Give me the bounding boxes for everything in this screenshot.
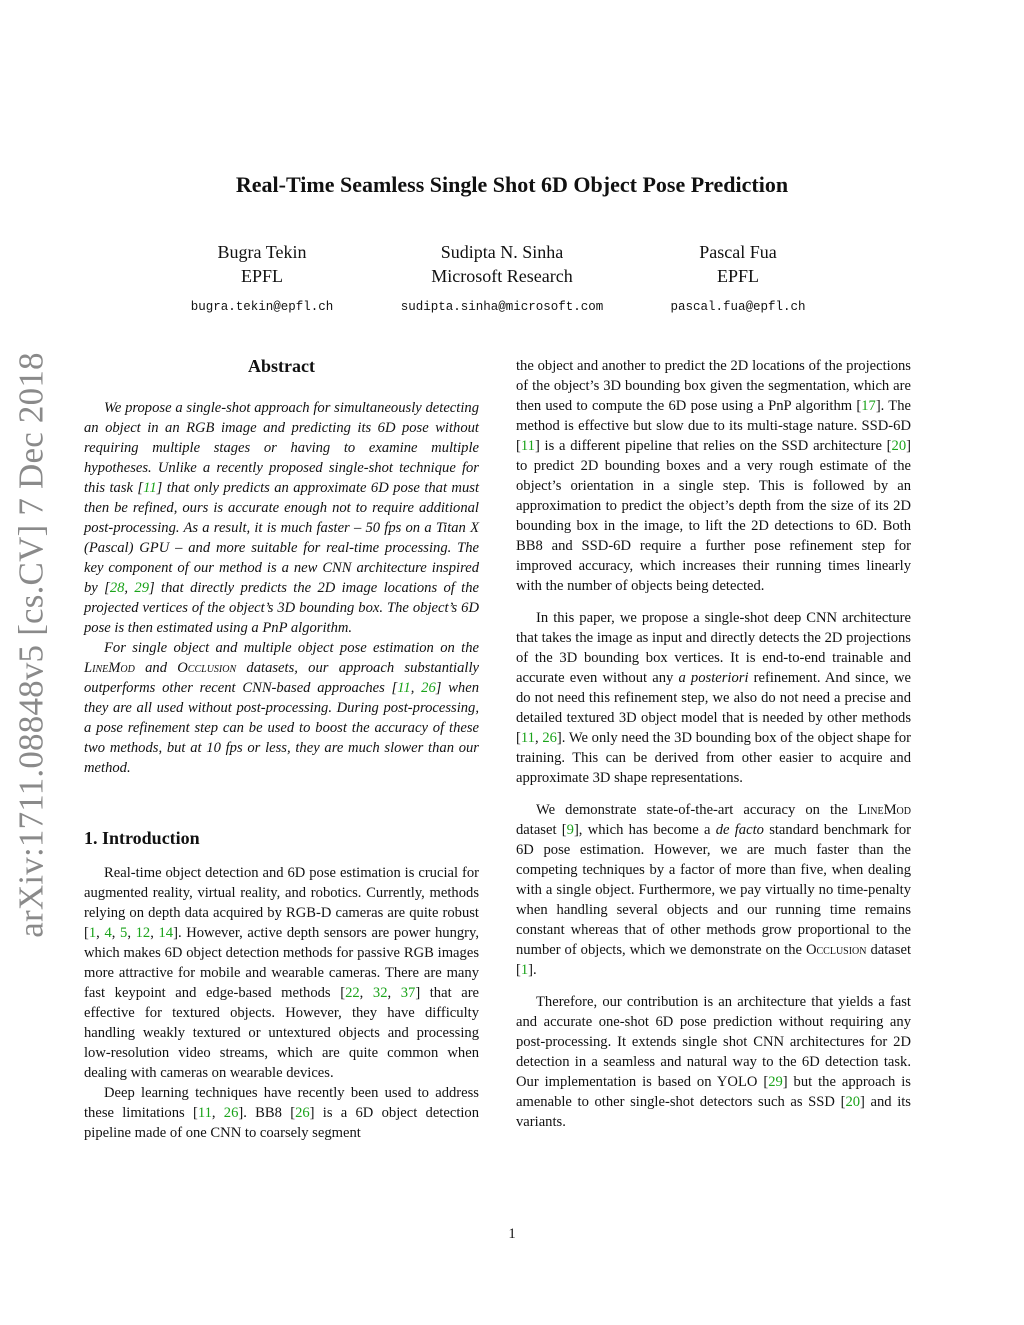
intro-paragraph-2: Deep learning techniques have recently been used to address these limitations [11, 26]. BB8 [26] is a 6D object detection pipeline made of one CNN to coarsely segment: [84, 1085, 480, 1141]
right-column: [516, 356, 911, 1132]
citation-link[interactable]: 11: [143, 480, 157, 496]
author-email[interactable]: pascal.fua@epfl.ch: [670, 300, 806, 314]
arxiv-identifier-text: arXiv:1711.08848v5 [cs.CV] 7 Dec 2018: [12, 352, 52, 938]
page-number: 1: [508, 1226, 516, 1242]
citation-link[interactable]: 26: [542, 730, 557, 746]
intro-paragraph-1: Real-time object detection and 6D pose estimation is crucial for augmented reality, virtual reality, and robotics. Currently, methods relying on depth data acquired by RGB-D cameras are quite robust [1, 4, 5, 12, 14]. However, active depth sensors are power hungry, which makes 6D object detection methods for passive RGB images more attractive for mobile and wearable cameras. There are many fast keypoint and edge-based methods [22, 32, 37] that are effective for textured objects. However, they have difficulty handling weakly textured or untextured objects and processing low-resolution video streams, which are quite common when dealing with cameras on wearable devices.: [84, 865, 480, 1081]
arxiv-identifier: [0, 352, 64, 938]
citation-link[interactable]: 11: [397, 680, 411, 696]
citation-link[interactable]: 12: [135, 925, 151, 941]
introduction-heading: 1. Introduction: [84, 828, 200, 848]
intro-paragraph-5: Therefore, our contribution is an architecture that yields a fast and accurate one-shot 6D pose prediction without requiring any post-processing. It extends single shot CNN architectures for 2D detection in a seamless and natural way to the 6D detection task. Our implementation is based on YOLO [29] but the approach is amenable to other single-shot detectors such as SSD [20] and its variants.: [516, 994, 911, 1130]
author-3: [588, 240, 888, 314]
citation-link[interactable]: 11: [520, 438, 535, 454]
intro-paragraph-3: In this paper, we propose a single-shot deep CNN architecture that takes the image as input and directly detects the 2D projections of the 3D bounding box vertices. It is end-to-end trainable and accurate even without any a posteriori refinement. And since, we do not need this refinement step, we also do not need a precise and detailed textured 3D object model that is needed by other methods [11, 26]. We only need the 3D bounding box of the object shape for training. This can be derived from other easier to acquire and approximate 3D shape representations.: [516, 610, 911, 786]
citation-link[interactable]: 5: [120, 925, 128, 941]
left-column: [84, 356, 479, 1143]
citation-link[interactable]: 29: [768, 1074, 783, 1090]
author-name: Sudipta N. Sinha: [440, 242, 564, 262]
citation-link[interactable]: 11: [197, 1105, 212, 1121]
citation-link[interactable]: 1: [88, 925, 97, 941]
dataset-name: Occlusion: [177, 660, 237, 676]
author-affiliation: EPFL: [716, 266, 759, 286]
abstract-heading: Abstract: [248, 356, 315, 376]
abstract-section: [84, 356, 479, 778]
emphasis-text: a posteriori: [678, 670, 749, 686]
author-name: Pascal Fua: [699, 242, 777, 262]
citation-link[interactable]: 4: [104, 925, 112, 941]
dataset-name: LineMod: [858, 802, 911, 818]
author-email[interactable]: bugra.tekin@epfl.ch: [190, 300, 334, 314]
citation-link[interactable]: 20: [891, 438, 907, 454]
citation-link[interactable]: 37: [400, 985, 416, 1001]
citation-link[interactable]: 20: [845, 1094, 861, 1110]
citation-link[interactable]: 14: [158, 925, 174, 941]
author-block: [0, 240, 1024, 320]
dataset-name: Occlusion: [805, 942, 867, 958]
author-affiliation: EPFL: [240, 266, 283, 286]
citation-link[interactable]: 11: [520, 730, 535, 746]
citation-link[interactable]: 32: [372, 985, 388, 1001]
abstract-paragraph-2: For single object and multiple object pose estimation on the LineMod and Occlusion datasets, our approach substantially outperforms other recent CNN-based approaches [11, 26] when they are all used without post-processing. During post-processing, a pose refinement step can be used to boost the accuracy of these two methods, but at 10 fps or less, they are much slower than our method.: [84, 640, 479, 776]
intro-paragraph-4: We demonstrate state-of-the-art accuracy on the LineMod dataset [9], which has become a de facto standard benchmark for 6D pose estimation. However, we are much faster than the competing techniques by a factor of more than five, when dealing with a single object. Furthermore, we pay virtually no time-penalty when handling several objects and our running time remains constant whereas that of other methods grow proportional to the number of objects, which we demonstrate on the Occlusion dataset [1].: [516, 802, 911, 978]
citation-link[interactable]: 26: [223, 1105, 239, 1121]
abstract-paragraph-1: We propose a single-shot approach for simultaneously detecting an object in an RGB image and predicting its 6D pose without requiring multiple stages or having to examine multiple hypotheses. Unlike a recently proposed single-shot technique for this task [11] that only predicts an approximate 6D pose that must then be refined, ours is accurate enough not to require additional post-processing. As a result, it is much faster – 50 fps on a Titan X (Pascal) GPU – and more suitable for real-time processing. The key component of our method is a new CNN architecture inspired by [28, 29] that directly predicts the 2D image locations of the projected vertices of the object’s 3D bounding box. The object’s 6D pose is then estimated using a PnP algorithm.: [84, 400, 480, 636]
citation-link[interactable]: 22: [345, 985, 360, 1001]
citation-link[interactable]: 26: [421, 680, 436, 696]
citation-link[interactable]: 9: [566, 822, 574, 838]
author-name: Bugra Tekin: [217, 242, 307, 262]
citation-link[interactable]: 26: [295, 1105, 310, 1121]
citation-link[interactable]: 29: [134, 580, 149, 596]
dataset-name: LineMod: [84, 660, 135, 676]
author-email[interactable]: sudipta.sinha@microsoft.com: [400, 300, 604, 314]
emphasis-text: de facto: [715, 822, 764, 838]
intro-paragraph-continued: the object and another to predict the 2D locations of the projections of the object’s 3D bounding box given the segmentation, which are then used to compute the 6D pose using a PnP algorithm [17]. The method is effective but slow due to its multi-stage nature. SSD-6D [11] is a different pipeline that relies on the SSD architecture [20] to predict 2D bounding boxes and a very rough estimate of the object’s orientation in a single step. This is followed by an approximation to predict the object’s depth from the size of its 2D bounding box in the image, to lift the 2D detections to 6D. Both BB8 and SSD-6D require a further pose refinement step for improved accuracy, which increases their running times linearly with the number of objects being detected.: [516, 358, 911, 594]
citation-link[interactable]: 1: [520, 962, 529, 978]
citation-link[interactable]: 17: [861, 398, 876, 414]
citation-link[interactable]: 28: [109, 580, 125, 596]
author-affiliation: Microsoft Research: [431, 266, 573, 286]
paper-title: Real-Time Seamless Single Shot 6D Object Pose Prediction: [235, 172, 789, 197]
